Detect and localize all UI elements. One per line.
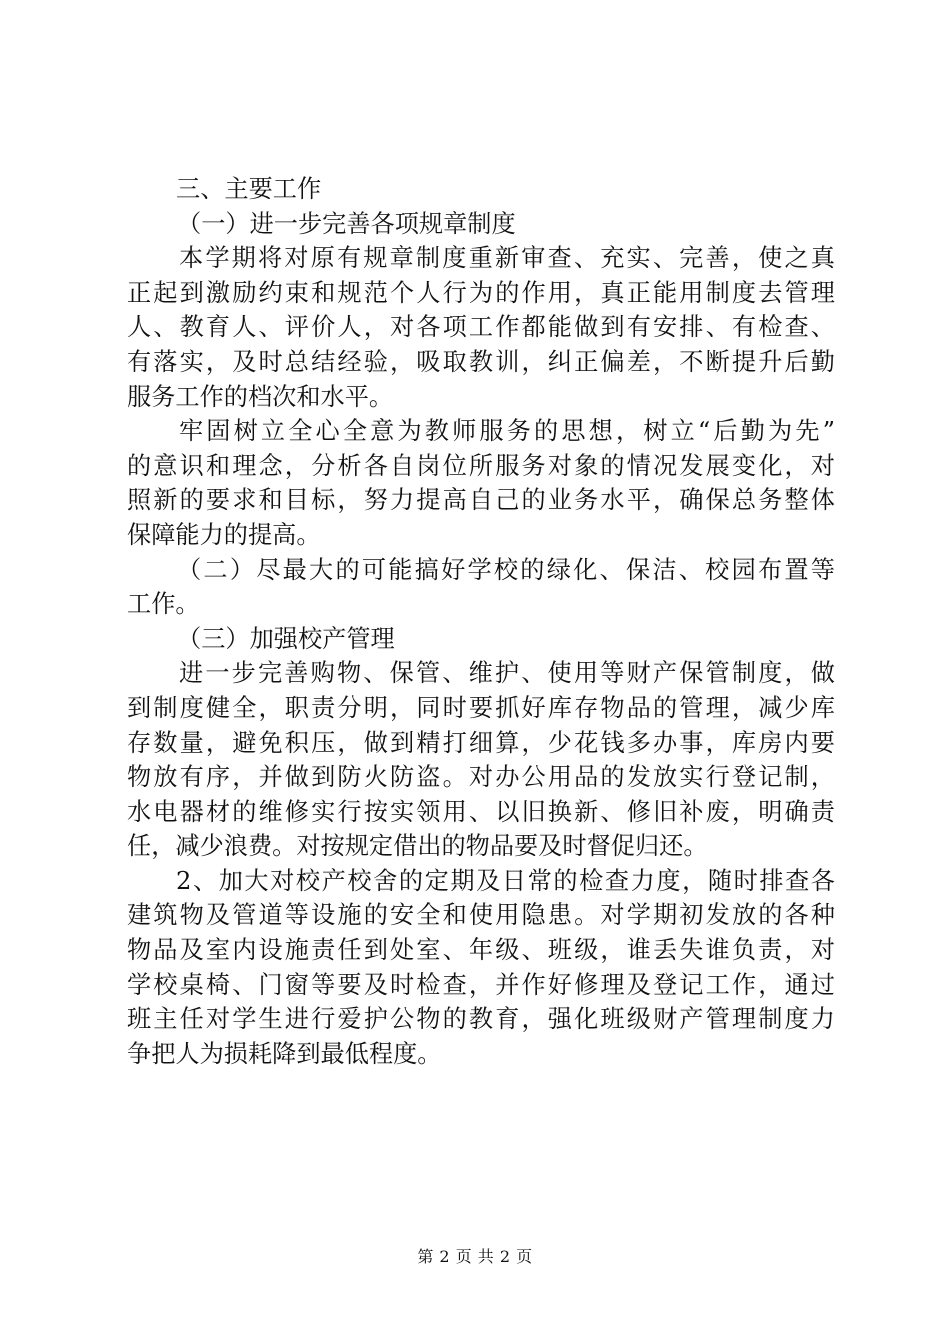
text-line: 物品及室内设施责任到处室、年级、班级，谁丢失谁负责，对 — [127, 936, 835, 965]
text-line: 存数量，避免积压，做到精打细算，少花钱多办事，库房内要 — [127, 728, 835, 757]
text-line: 进一步完善购物、保管、维护、使用等财产保管制度，做 — [179, 659, 835, 688]
text-line: 物放有序，并做到防火防盗。对办公用品的发放实行登记制， — [127, 763, 835, 792]
text-line: 人、教育人、评价人，对各项工作都能做到有安排、有检查、 — [127, 313, 835, 342]
text-line: （一）进一步完善各项规章制度 — [177, 209, 516, 238]
text-line: 正起到激励约束和规范个人行为的作用，真正能用制度去管理 — [127, 278, 835, 307]
text-line: 班主任对学生进行爱护公物的教育，强化班级财产管理制度力 — [127, 1005, 835, 1034]
text-line: 争把人为损耗降到最低程度。 — [127, 1039, 442, 1068]
text-line: 本学期将对原有规章制度重新审查、充实、完善，使之真 — [179, 244, 835, 273]
text-line: 牢固树立全心全意为教师服务的思想，树立“后勤为先” — [179, 417, 835, 446]
text-line: 保障能力的提高。 — [127, 520, 321, 549]
text-line: 建筑物及管道等设施的安全和使用隐患。对学期初发放的各种 — [127, 901, 835, 930]
text-line: 学校桌椅、门窗等要及时检查，并作好修理及登记工作，通过 — [127, 970, 835, 999]
text-line: 的意识和理念，分析各自岗位所服务对象的情况发展变化，对 — [127, 451, 835, 480]
text-line: 有落实，及时总结经验，吸取教训，纠正偏差，不断提升后勤 — [127, 347, 835, 376]
page-footer: 第 2 页 共 2 页 — [417, 1247, 533, 1266]
text-line: 任，减少浪费。对按规定借出的物品要及时督促归还。 — [127, 832, 708, 861]
text-line: 2、加大对校产校舍的定期及日常的检查力度，随时排查各 — [176, 866, 835, 895]
text-line: 水电器材的维修实行按实领用、以旧换新、修旧补废，明确责 — [127, 797, 835, 826]
text-line: 工作。 — [127, 590, 200, 619]
text-line: 到制度健全，职责分明，同时要抓好库存物品的管理，减少库 — [127, 693, 835, 722]
text-line: 服务工作的档次和水平。 — [127, 382, 394, 411]
text-line: （三）加强校产管理 — [177, 624, 395, 653]
text-line: 三、主要工作 — [176, 175, 322, 203]
text-line: 照新的要求和目标，努力提高自己的业务水平，确保总务整体 — [127, 486, 835, 515]
text-line: （二）尽最大的可能搞好学校的绿化、保洁、校园布置等 — [177, 555, 835, 584]
document-body — [127, 172, 835, 1071]
